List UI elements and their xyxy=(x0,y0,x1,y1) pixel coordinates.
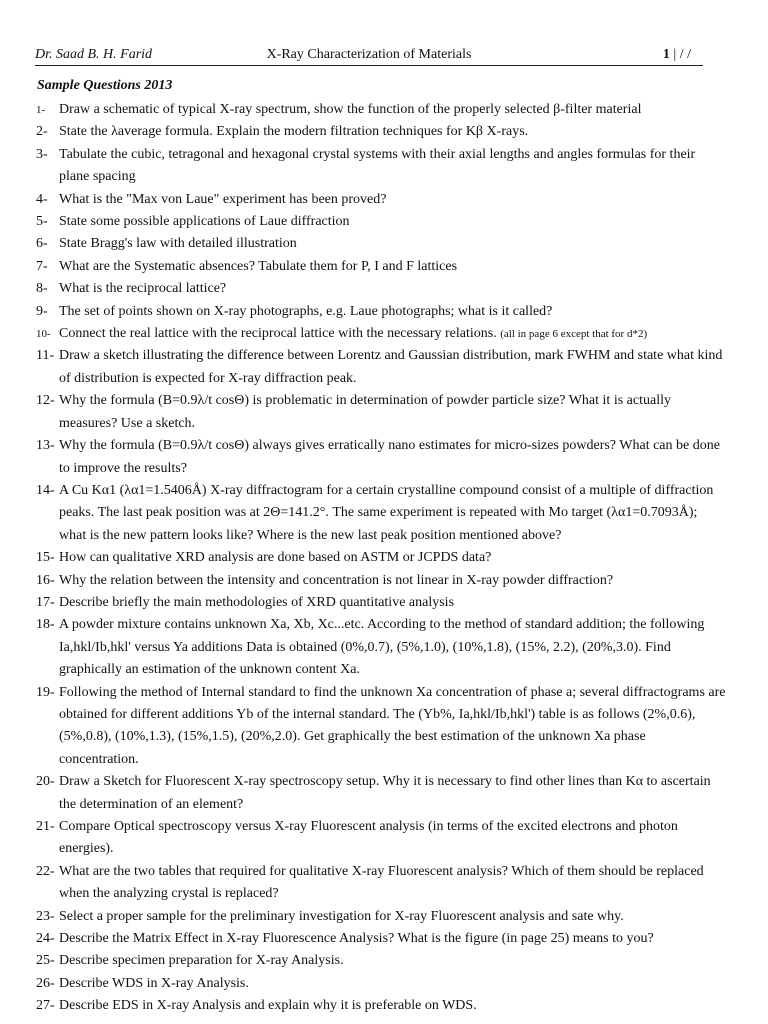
question-number: 15- xyxy=(36,550,55,566)
question-number: 2- xyxy=(36,124,48,140)
question-number: 5- xyxy=(36,214,48,230)
question-text: State Bragg's law with detailed illustration xyxy=(59,236,297,252)
question-text: Compare Optical spectroscopy versus X-ray Fluorescent analysis (in terms of the excited electrons and photon energies). xyxy=(59,819,678,857)
question-item xyxy=(36,682,726,772)
question-text: Draw a sketch illustrating the difference between Lorentz and Gaussian distribution, mark FWHM and state what kind of distribution is expected for X-ray diffraction peak. xyxy=(59,348,723,386)
question-text: State the λaverage formula. Explain the modern filtration techniques for Kβ X-rays. xyxy=(59,124,529,140)
question-item xyxy=(36,121,726,143)
question-item xyxy=(36,189,726,211)
question-item xyxy=(36,233,726,255)
question-number: 6- xyxy=(36,236,48,252)
question-item xyxy=(36,861,726,906)
question-item xyxy=(36,211,726,233)
question-number: 9- xyxy=(36,303,48,319)
question-text: Describe specimen preparation for X-ray Analysis. xyxy=(59,953,344,969)
question-text: Describe the Matrix Effect in X-ray Fluorescence Analysis? What is the figure (in page 25) means to you? xyxy=(59,931,654,947)
question-item xyxy=(36,278,726,300)
question-text: What are the two tables that required for qualitative X-ray Fluorescent analysis? Which of them should be replaced when the analyzing crystal is replaced? xyxy=(59,863,704,902)
question-item xyxy=(36,906,726,928)
page-number: 1 xyxy=(662,47,670,62)
question-item xyxy=(36,950,726,972)
question-number: 11- xyxy=(36,348,55,364)
question-item xyxy=(36,480,726,547)
question-number: 25- xyxy=(36,953,55,969)
question-item xyxy=(36,390,726,435)
section-title: Sample Questions 2013 xyxy=(37,78,173,93)
question-item xyxy=(36,547,726,569)
question-text: Draw a Sketch for Fluorescent X-ray spectroscopy setup. Why it is necessary to find other lines than Kα to ascertain the determination of an element? xyxy=(59,774,711,812)
question-item xyxy=(36,144,726,189)
question-item xyxy=(36,435,726,480)
question-text: A powder mixture contains unknown Xa, Xb, Xc...etc. According to the method of standard addition; the following Ia,hkl/Ib,hkl' versus Ya additions Data is obtained (0%,0.7), (5%,1.0), (10%,1.8), (15%, 2.2), (20%,3.0). Find graphically an estimation of the unknown content Xa. xyxy=(59,617,705,678)
question-text: Tabulate the cubic, tetragonal and hexagonal crystal systems with their axial lengths and angles formulas for their plane spacing xyxy=(59,146,696,185)
page-header xyxy=(35,45,703,66)
header-course-title: X-Ray Characterization of Materials xyxy=(266,47,472,62)
question-number: 3- xyxy=(36,146,48,162)
question-text: Select a proper sample for the preliminary investigation for X-ray Fluorescent analysis and sate why. xyxy=(59,908,624,924)
question-item xyxy=(36,301,726,323)
question-number: 26- xyxy=(36,975,55,991)
question-number: 12- xyxy=(36,393,55,409)
question-text: Describe briefly the main methodologies of XRD quantitative analysis xyxy=(59,594,455,610)
question-item xyxy=(36,928,726,950)
question-item xyxy=(36,256,726,278)
question-number: 24- xyxy=(36,931,55,947)
page-suffix: | / / xyxy=(669,47,691,62)
header-author: Dr. Saad B. H. Farid xyxy=(35,47,153,62)
question-text: Describe WDS in X-ray Analysis. xyxy=(59,975,249,991)
question-item xyxy=(36,771,726,816)
question-item xyxy=(36,973,726,995)
question-text: What are the Systematic absences? Tabulate them for P, I and F lattices xyxy=(59,258,458,274)
question-text: A Cu Kα1 (λα1=1.5406Å) X-ray diffractogram for a certain crystalline compound consist of a multiple of diffraction peaks. The last peak position was at 2Θ=141.2°. The same experiment is repeated with Mo target (λα1=0.7093Å); what is the new pattern looks like? Where is the new last peak position mentioned above? xyxy=(59,482,714,543)
question-item xyxy=(36,816,726,861)
question-text: The set of points shown on X-ray photographs, e.g. Laue photographs; what is it called? xyxy=(59,303,553,319)
question-item xyxy=(36,345,726,390)
question-text: Connect the real lattice with the reciprocal lattice with the necessary relations. xyxy=(59,326,497,342)
header-page-number xyxy=(663,45,691,65)
question-number: 18- xyxy=(36,617,55,633)
question-number: 23- xyxy=(36,908,55,924)
question-number: 8- xyxy=(36,281,48,297)
question-number: 20- xyxy=(36,774,55,790)
question-text: What is the reciprocal lattice? xyxy=(59,281,227,297)
question-number: 7- xyxy=(36,258,48,274)
question-text: Draw a schematic of typical X-ray spectrum, show the function of the properly selected β-filter material xyxy=(59,102,642,117)
question-note: (all in page 6 except that for d*2) xyxy=(500,328,648,341)
question-number: 4- xyxy=(36,191,48,207)
question-number: 27- xyxy=(36,998,55,1014)
question-number: 22- xyxy=(36,863,55,879)
question-number: 16- xyxy=(36,572,55,588)
question-text: Why the relation between the intensity and concentration is not linear in X-ray powder diffraction? xyxy=(59,572,614,588)
question-number: 10- xyxy=(36,328,51,341)
question-text: Why the formula (B=0.9λ/t cosΘ) always gives erratically nano estimates for micro-sizes powders? What can be done to improve the results? xyxy=(59,438,720,476)
question-item xyxy=(36,323,726,345)
question-list xyxy=(36,99,726,1018)
question-text: Why the formula (B=0.9λ/t cosΘ) is problematic in determination of powder particle size? What it is actually measures? Use a sketch. xyxy=(59,393,671,431)
question-text: State some possible applications of Laue diffraction xyxy=(59,214,350,230)
question-item xyxy=(36,570,726,592)
question-text: What is the "Max von Laue" experiment has been proved? xyxy=(59,191,387,207)
question-number: 17- xyxy=(36,594,55,610)
question-item xyxy=(36,614,726,681)
question-number: 21- xyxy=(36,819,55,834)
question-number: 1- xyxy=(36,104,46,116)
question-item xyxy=(36,99,726,121)
question-text: Following the method of Internal standard to find the unknown Xa concentration of phase a; several diffractograms are obtained for different additions Yb of the internal standard. The (Yb%, Ia,hkl/Ib,hkl') table is as follows (2%,0.6), (5%,0.8), (10%,1.3), (15%,1.5), (20%,2.0). Get graphically the best estimation of the unknown Xa phase concentration. xyxy=(59,684,726,767)
question-item xyxy=(36,995,726,1017)
question-text: Describe EDS in X-ray Analysis and explain why it is preferable on WDS. xyxy=(59,998,477,1014)
question-number: 19- xyxy=(36,684,55,700)
question-text: How can qualitative XRD analysis are done based on ASTM or JCPDS data? xyxy=(59,550,492,566)
question-number: 13- xyxy=(36,438,55,454)
question-number: 14- xyxy=(36,482,55,498)
question-item xyxy=(36,592,726,614)
